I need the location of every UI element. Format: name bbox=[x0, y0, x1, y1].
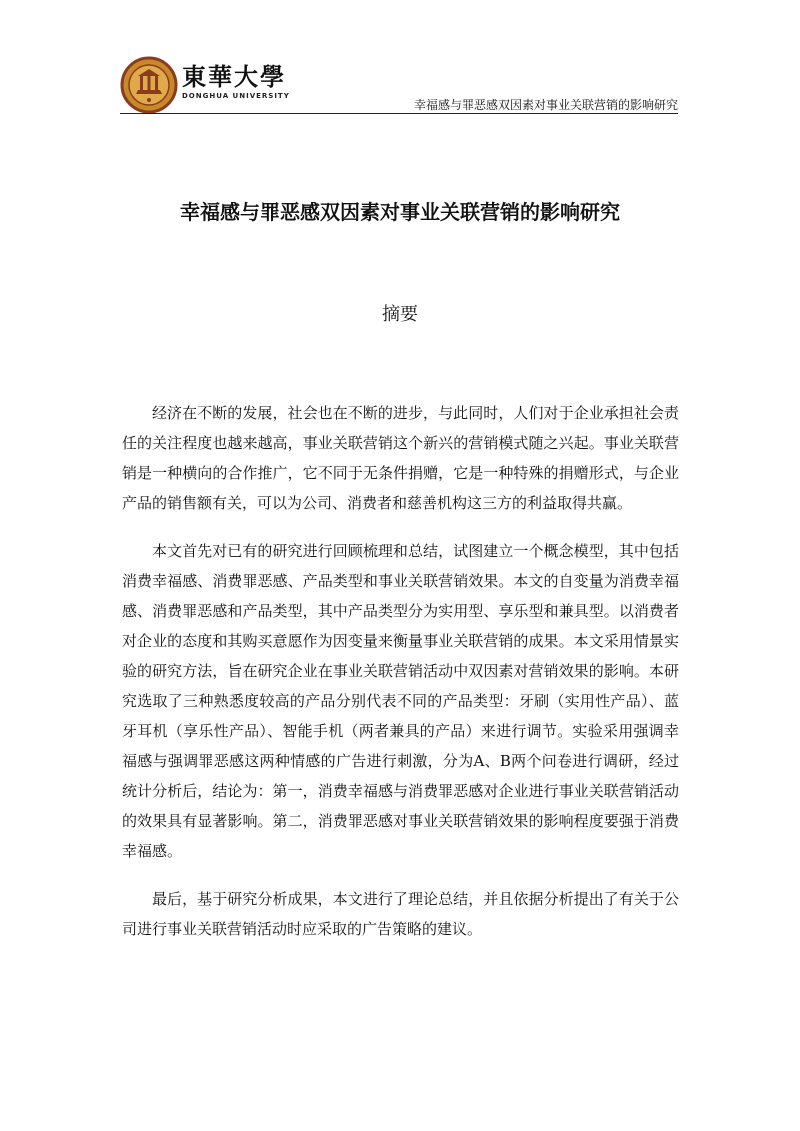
running-header-title: 幸福感与罪恶感双因素对事业关联营销的影响研究 bbox=[413, 98, 678, 112]
header-divider bbox=[120, 113, 678, 114]
university-name-cn: 東華大學 bbox=[182, 62, 286, 91]
abstract-body bbox=[122, 398, 679, 962]
paper-title: 幸福感与罪恶感双因素对事业关联营销的影响研究 bbox=[180, 200, 620, 224]
abstract-paragraph: 经济在不断的发展，社会也在不断的进步，与此同时，人们对于企业承担社会责任的关注程度也越来越高，事业关联营销这个新兴的营销模式随之兴起。事业关联营销是一种横向的合作推广，它不同于无条件捐赠，它是一种特殊的捐赠形式，与企业产品的销售额有关，可以为公司、消费者和慈善机构这三方的利益取得共赢。 bbox=[122, 404, 679, 512]
university-name-en: DONGHUA UNIVERSITY bbox=[182, 92, 290, 100]
university-logo-emblem bbox=[120, 56, 178, 114]
abstract-heading: 摘要 bbox=[382, 304, 418, 325]
page-header bbox=[120, 56, 678, 114]
university-seal-icon bbox=[120, 56, 178, 114]
abstract-paragraph: 最后，基于研究分析成果，本文进行了理论总结，并且依据分析提出了有关于公司进行事业关联营销活动时应采取的广告策略的建议。 bbox=[122, 890, 679, 938]
abstract-paragraph: 本文首先对已有的研究进行回顾梳理和总结，试图建立一个概念模型，其中包括消费幸福感、消费罪恶感、产品类型和事业关联营销效果。本文的自变量为消费幸福感、消费罪恶感和产品类型，其中产品类型分为实用型、享乐型和兼具型。以消费者对企业的态度和其购买意愿作为因变量来衡量事业关联营销的成果。本文采用情景实验的研究方法，旨在研究企业在事业关联营销活动中双因素对营销效果的影响。本研究选取了三种熟悉度较高的产品分别代表不同的产品类型：牙刷（实用性产品）、蓝牙耳机（享乐性产品）、智能手机（两者兼具的产品）来进行调节。实验采用强调幸福感与强调罪恶感这两种情感的广告进行刺激，分为A、B两个问卷进行调研，经过统计分析后，结论为：第一，消费幸福感与消费罪恶感对企业进行事业关联营销活动的效果具有显著影响。第二，消费罪恶感对事业关联营销效果的影响程度要强于消费幸福感。 bbox=[122, 542, 679, 860]
